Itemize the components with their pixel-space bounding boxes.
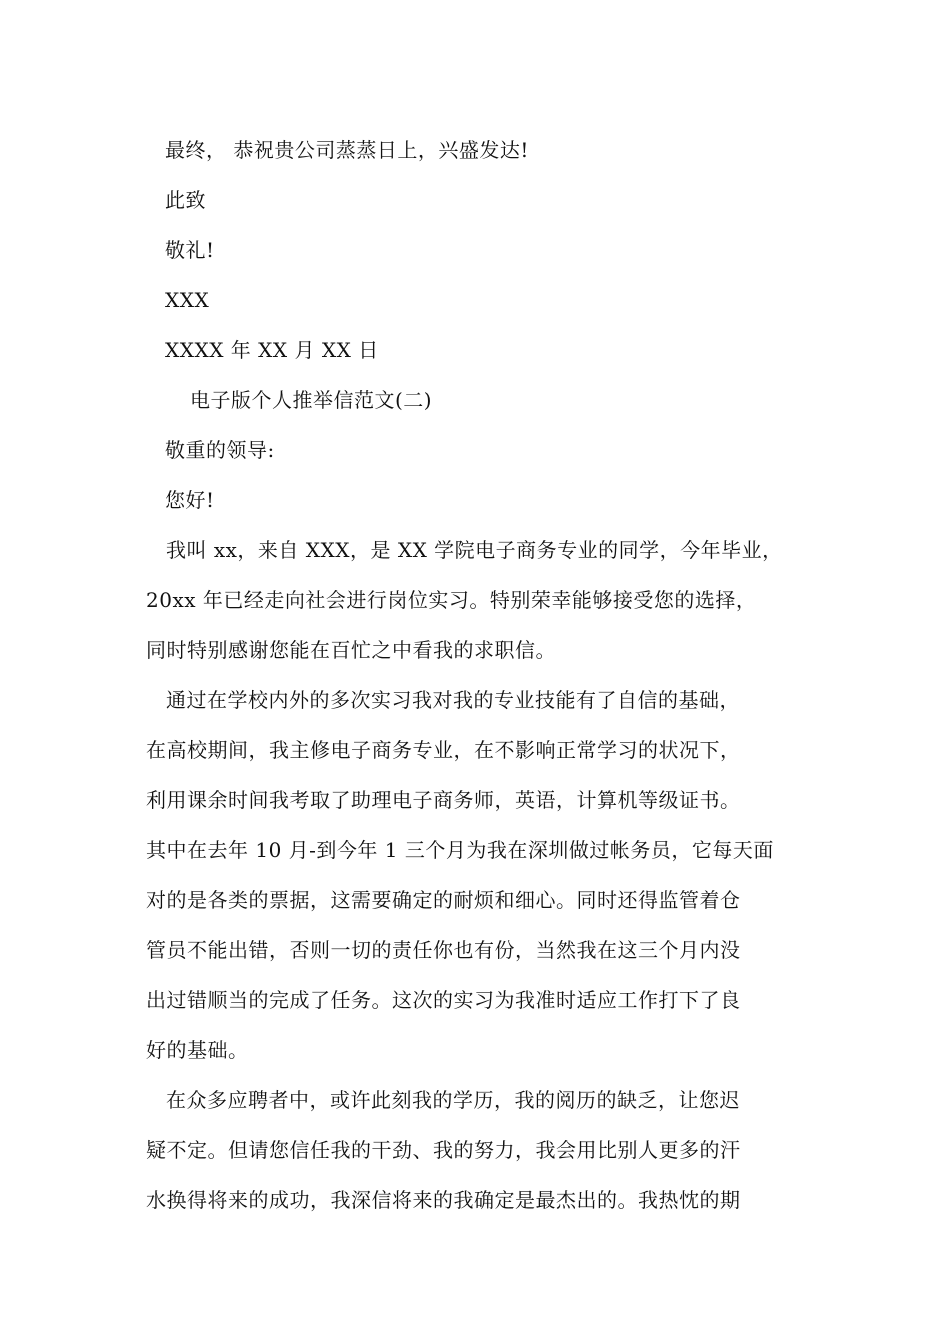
paragraph-1-line-1: 我叫 xx，来自 XXX，是 XX 学院电子商务专业的同学，今年毕业， [166, 538, 783, 562]
closing-salute-2: 敬礼! [165, 238, 215, 262]
paragraph-2-line-6: 管员不能出错，否则一切的责任你也有份，当然我在这三个月内没 [146, 938, 741, 962]
paragraph-2-line-4: 其中在去年 10 月-到今年 1 三个月为我在深圳做过帐务员，它每天面 [146, 838, 774, 862]
paragraph-3-line-2: 疑不定。但请您信任我的干劲、我的努力，我会用比别人更多的汗 [146, 1138, 741, 1162]
paragraph-3-line-3: 水换得将来的成功，我深信将来的我确定是最杰出的。我热忱的期 [146, 1188, 741, 1212]
paragraph-1-line-2: 20xx 年已经走向社会进行岗位实习。特别荣幸能够接受您的选择， [146, 588, 757, 612]
paragraph-1-line-3: 同时特别感谢您能在百忙之中看我的求职信。 [146, 638, 556, 662]
paragraph-2-line-5: 对的是各类的票据，这需要确定的耐烦和细心。同时还得监管着仓 [146, 888, 741, 912]
closing-wish: 最终， 恭祝贵公司蒸蒸日上，兴盛发达! [165, 138, 529, 162]
letter-two-hello: 您好! [165, 488, 215, 512]
paragraph-2-line-8: 好的基础。 [146, 1038, 249, 1062]
paragraph-2-line-1: 通过在学校内外的多次实习我对我的专业技能有了自信的基础， [166, 688, 740, 712]
letter-two-greeting: 敬重的领导: [165, 438, 275, 462]
paragraph-3-line-1: 在众多应聘者中，或许此刻我的学历，我的阅历的缺乏，让您迟 [166, 1088, 740, 1112]
closing-salute-1: 此致 [165, 188, 206, 212]
letter-two-title: 电子版个人推举信范文(二) [190, 388, 433, 412]
paragraph-2-line-3: 利用课余时间我考取了助理电子商务师，英语，计算机等级证书。 [146, 788, 741, 812]
closing-signature: XXX [165, 288, 210, 312]
closing-date: XXXX 年 XX 月 XX 日 [165, 338, 379, 362]
paragraph-2-line-7: 出过错顺当的完成了任务。这次的实习为我准时适应工作打下了良 [146, 988, 741, 1012]
paragraph-2-line-2: 在高校期间，我主修电子商务专业，在不影响正常学习的状况下， [146, 738, 741, 762]
